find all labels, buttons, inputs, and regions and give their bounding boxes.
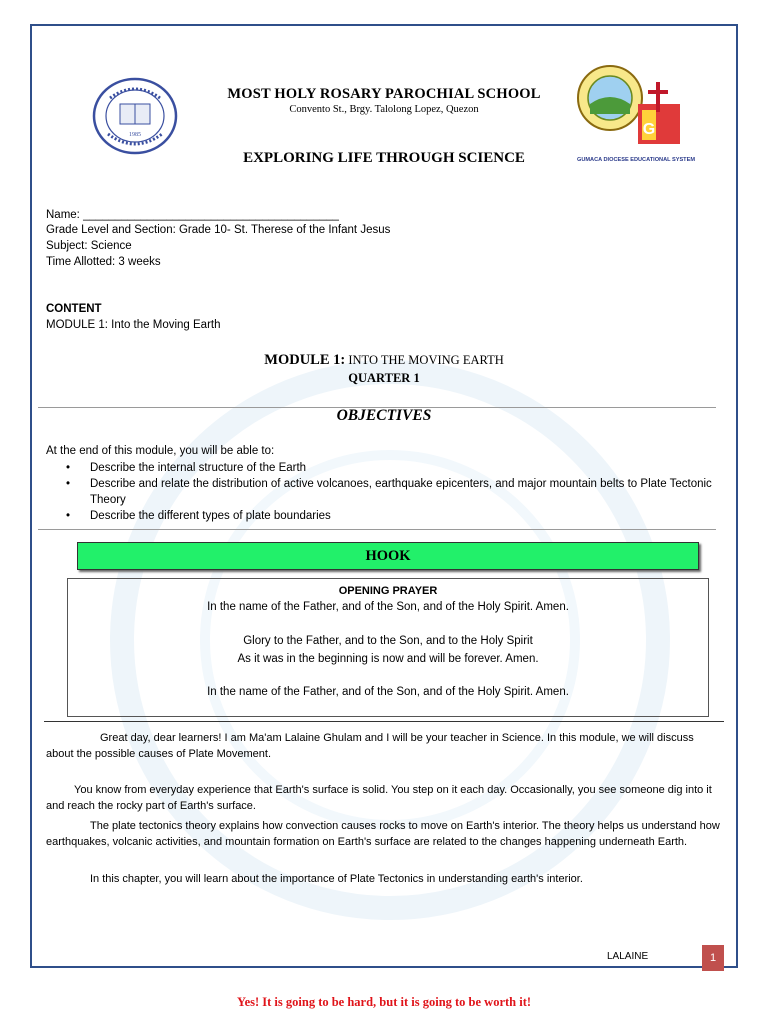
module-title — [150, 352, 618, 369]
diocese-logo-caption: GUMACA DIOCESE EDUCATIONAL SYSTEM — [577, 157, 695, 163]
time-allotted-line: Time Allotted: 3 weeks — [46, 256, 161, 268]
footer-author: LALAINE — [607, 951, 649, 962]
paragraph-chapter: In this chapter, you will learn about the importance of Plate Tectonics in understanding earth's interior. — [90, 873, 583, 885]
paragraph-theory: The plate tectonics theory explains how convection causes rocks to move on Earth's interior. The theory helps us understand how earthquakes, volcanic activities, and mountain formation on Earth's surface are related to the changes happening underneath Earth. — [46, 820, 720, 848]
diocese-logo-letter: G — [642, 121, 656, 138]
divider-objectives — [38, 529, 716, 530]
content-heading: CONTENT — [46, 303, 102, 315]
paragraph-greeting: Great day, dear learners! I am Ma'am Lalaine Ghulam and I will be your teacher in Science. In this module, we will discuss about the possible causes of Plate Movement. — [46, 732, 694, 760]
objectives-heading: OBJECTIVES — [336, 407, 432, 424]
prayer-line: In the name of the Father, and of the Son, and of the Holy Spirit. Amen. — [207, 601, 569, 613]
divider-hook — [44, 721, 724, 722]
objective-item: • Describe the different types of plate boundaries — [66, 510, 331, 522]
module-title-number: MODULE 1: — [264, 352, 346, 368]
footer-motto: Yes! It is going to be hard, but it is going to be worth it! — [236, 995, 532, 1009]
school-address: Convento St., Brgy. Talolong Lopez, Quezon — [289, 104, 479, 115]
objective-item: • Describe and relate the distribution of active volcanoes, earthquake epicenters, and major mountain belts to Plate Tectonic Theory — [66, 478, 712, 506]
objectives-intro: At the end of this module, you will be able to: — [46, 445, 275, 457]
prayer-line: Glory to the Father, and to the Son, and to the Holy Spirit — [243, 635, 533, 647]
content-module: MODULE 1: Into the Moving Earth — [46, 319, 221, 331]
subject-line: Subject: Science — [46, 240, 132, 252]
quarter-label: QUARTER 1 — [348, 371, 420, 385]
grade-level-line: Grade Level and Section: Grade 10- St. Therese of the Infant Jesus — [46, 224, 391, 236]
school-name: MOST HOLY ROSARY PAROCHIAL SCHOOL — [227, 86, 541, 102]
module-title-text: INTO THE MOVING EARTH — [345, 353, 504, 367]
paragraph-experience: You know from everyday experience that Earth's surface is solid. You step on it each day. Occasionally, you see someone dig into it and reach the rocky part of Earth's surface. — [46, 784, 712, 812]
objective-item: • Describe the internal structure of the Earth — [66, 462, 307, 474]
bullet: • — [66, 510, 71, 522]
school-seal-year: 1985 — [129, 132, 141, 138]
opening-prayer-box — [67, 578, 709, 717]
prayer-title: OPENING PRAYER — [338, 585, 438, 597]
bullet: • — [66, 462, 71, 474]
prayer-line: In the name of the Father, and of the Son, and of the Holy Spirit. Amen. — [207, 686, 569, 698]
page-number: 1 — [702, 945, 724, 971]
document-subtitle: EXPLORING LIFE THROUGH SCIENCE — [243, 150, 525, 166]
prayer-line: As it was in the beginning is now and will be forever. Amen. — [237, 653, 539, 665]
bullet: • — [66, 478, 71, 490]
hook-banner: HOOK — [77, 542, 699, 570]
name-field: Name: ________________________________________ — [46, 209, 339, 221]
objectives-list — [46, 460, 714, 524]
